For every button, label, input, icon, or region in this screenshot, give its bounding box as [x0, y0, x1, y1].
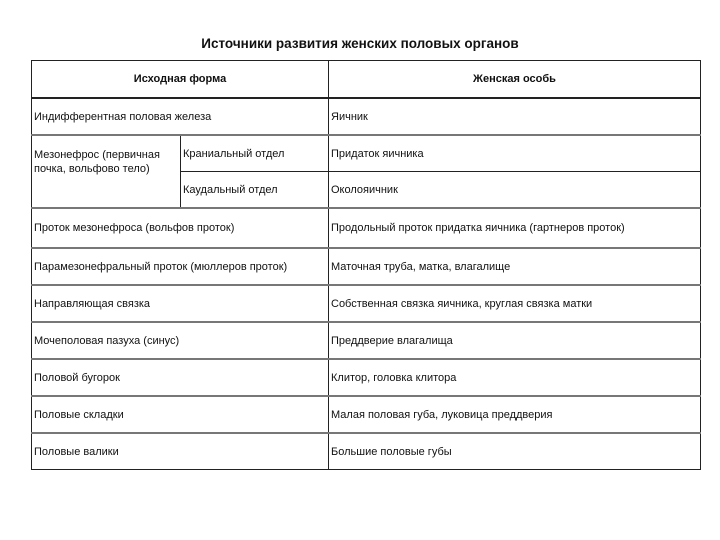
source-cell: Половые валики — [32, 433, 329, 470]
caudal-cell: Каудальный отдел — [181, 172, 329, 209]
table-row — [32, 208, 701, 248]
source-cell: Проток мезонефроса (вольфов проток) — [32, 208, 329, 248]
female-cell: Клитор, головка клитора — [329, 359, 701, 396]
table-row — [32, 359, 701, 396]
organ-origins-table — [31, 60, 701, 470]
page-title: Источники развития женских половых органов — [201, 36, 519, 51]
source-cell: Индифферентная половая железа — [32, 98, 329, 135]
female-cell: Собственная связка яичника, круглая связка матки — [329, 285, 701, 322]
female-cell: Продольный проток придатка яичника (гартнеров проток) — [329, 208, 701, 248]
female-cell: Придаток яичника — [329, 135, 701, 172]
source-cell: Половой бугорок — [32, 359, 329, 396]
female-cell: Маточная труба, матка, влагалище — [329, 248, 701, 285]
table-row — [32, 285, 701, 322]
table-row — [32, 248, 701, 285]
source-cell: Парамезонефральный проток (мюллеров проток) — [32, 248, 329, 285]
female-cell: Большие половые губы — [329, 433, 701, 470]
header-female: Женская особь — [329, 61, 701, 99]
female-cell: Околояичник — [329, 172, 701, 209]
female-cell: Яичник — [329, 98, 701, 135]
source-cell: Половые складки — [32, 396, 329, 433]
header-source: Исходная форма — [32, 61, 329, 99]
table-row — [32, 322, 701, 359]
female-cell: Преддверие влагалища — [329, 322, 701, 359]
table-header-row — [32, 61, 701, 99]
cranial-cell: Краниальный отдел — [181, 135, 329, 172]
table-row — [32, 433, 701, 470]
source-cell: Мочеполовая пазуха (синус) — [32, 322, 329, 359]
table-row — [32, 98, 701, 135]
mesonephros-cell: Мезонефрос (первичная почка, вольфово тело) — [32, 135, 181, 208]
table-row — [32, 135, 701, 172]
table-row — [32, 396, 701, 433]
female-cell: Малая половая губа, луковица преддверия — [329, 396, 701, 433]
source-cell: Направляющая связка — [32, 285, 329, 322]
